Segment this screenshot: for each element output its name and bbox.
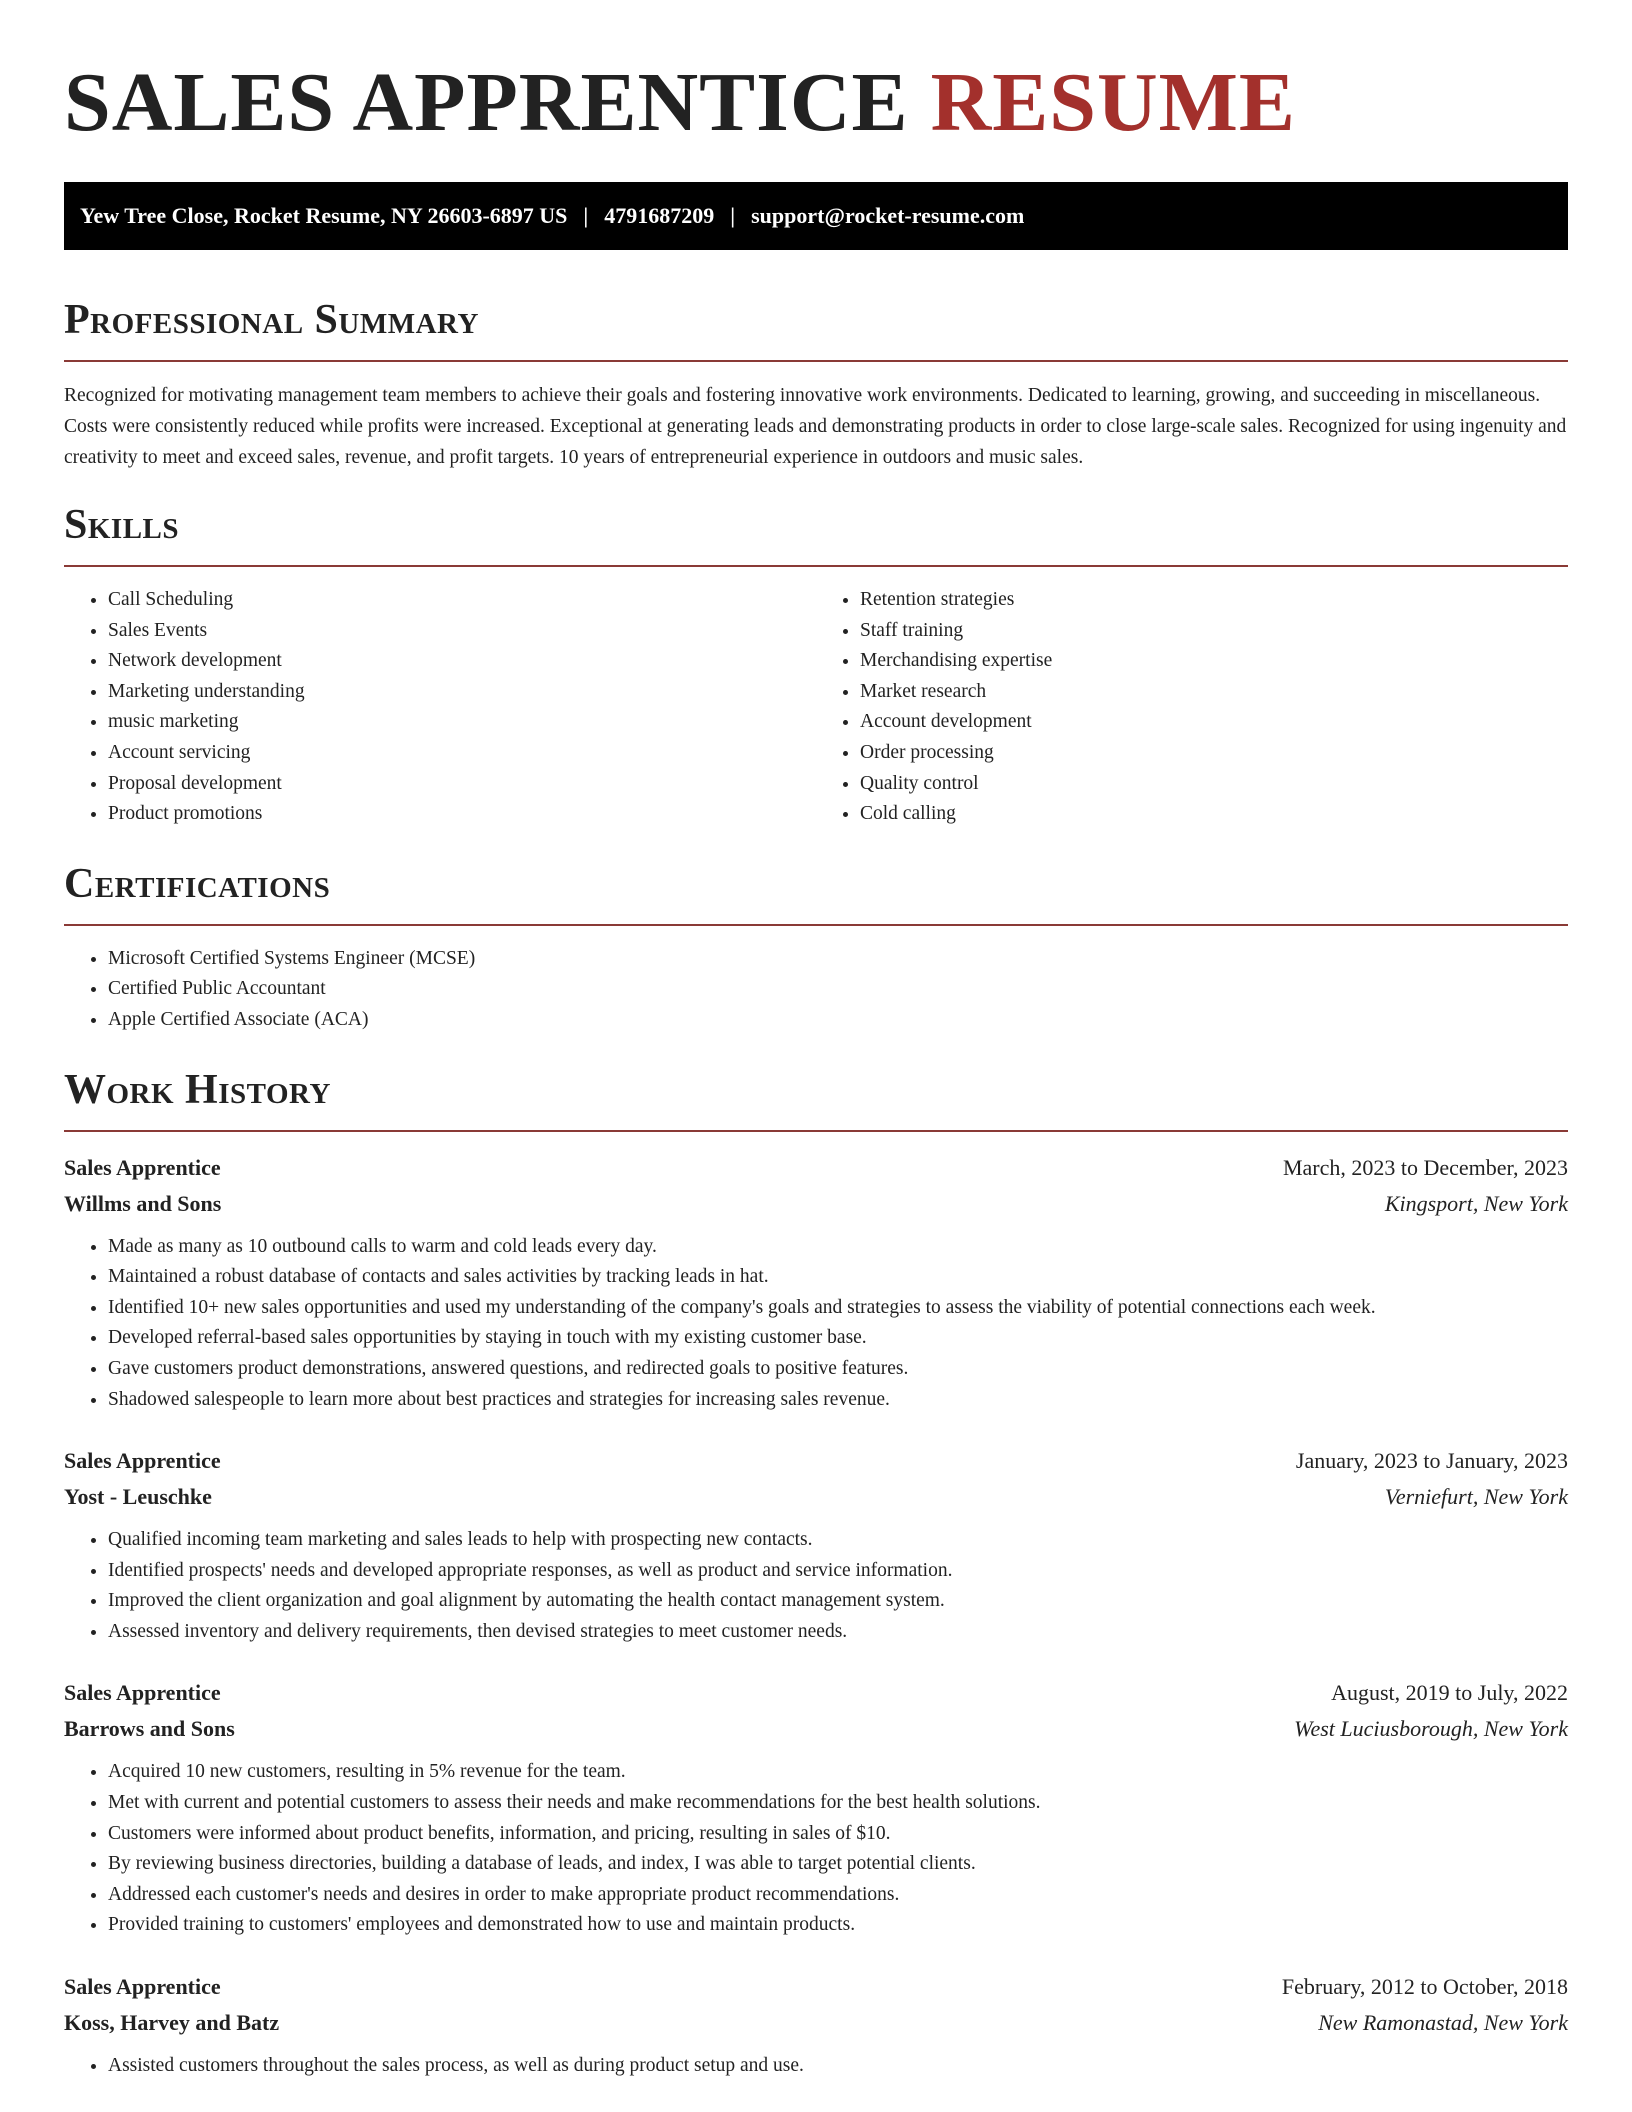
job-company: Yost - Leuschke bbox=[64, 1484, 212, 1510]
job-title: Sales Apprentice bbox=[64, 1448, 221, 1474]
list-item: • Identified prospects' needs and developed appropriate responses, as well as product and service information. bbox=[108, 1556, 1568, 1587]
job-dates: February, 2012 to October, 2018 bbox=[1281, 1974, 1568, 2000]
resume-title bbox=[64, 56, 1568, 150]
list-item: • Network development bbox=[108, 646, 816, 677]
job-company-row bbox=[64, 1711, 1568, 1747]
job-entry bbox=[64, 1675, 1568, 1941]
list-item: • Proposal development bbox=[108, 769, 816, 800]
list-item: • Improved the client organization and goal alignment by automating the health contact management system. bbox=[108, 1586, 1568, 1617]
summary-heading: Professional Summary bbox=[64, 297, 479, 343]
list-item: • music marketing bbox=[108, 707, 816, 738]
work-history-heading: Work History bbox=[64, 1066, 331, 1113]
list-item: • Provided training to customers' employees and demonstrated how to use and maintain products. bbox=[108, 1910, 1568, 1941]
list-item: • Call Scheduling bbox=[108, 585, 816, 616]
job-company: Koss, Harvey and Batz bbox=[64, 2010, 280, 2036]
contact-address: Yew Tree Close, Rocket Resume, NY 26603-6897 US bbox=[80, 203, 568, 228]
list-item: • Quality control bbox=[860, 769, 1568, 800]
contact-bar bbox=[64, 182, 1568, 250]
list-item: • Retention strategies bbox=[860, 585, 1568, 616]
job-list bbox=[64, 1150, 1568, 2082]
certifications-section bbox=[64, 860, 1568, 1036]
list-item: • Maintained a robust database of contacts and sales activities by tracking leads in hat. bbox=[108, 1262, 1568, 1293]
skills-columns bbox=[64, 585, 1568, 830]
section-divider bbox=[64, 1130, 1568, 1132]
skills-section bbox=[64, 501, 1568, 830]
list-item: • Apple Certified Associate (ACA) bbox=[108, 1005, 1568, 1036]
list-item: • Order processing bbox=[860, 738, 1568, 769]
section-divider bbox=[64, 565, 1568, 567]
list-item: • Gave customers product demonstrations, answered questions, and redirected goals to positive features. bbox=[108, 1354, 1568, 1385]
list-item: • Sales Events bbox=[108, 616, 816, 647]
list-item: • Cold calling bbox=[860, 799, 1568, 830]
list-item: • Microsoft Certified Systems Engineer (MCSE) bbox=[108, 944, 1568, 975]
job-company: Barrows and Sons bbox=[64, 1716, 235, 1742]
job-entry bbox=[64, 1150, 1568, 1416]
section-divider bbox=[64, 924, 1568, 926]
list-item: • Identified 10+ new sales opportunities and used my understanding of the company's goals and strategies to assess the viability of potential connections each week. bbox=[108, 1293, 1568, 1324]
job-title: Sales Apprentice bbox=[64, 1974, 221, 2000]
summary-text: Recognized for motivating management team members to achieve their goals and fostering innovative work environments. Dedicated to learning, growing, and succeeding in miscellaneous. Costs were consistently reduced while profits were increased. Exceptional at generating leads and demonstrating products in order to close large-scale sales. Recognized for using ingenuity and creativity to meet and exceed sales, revenue, and profit targets. 10 years of entrepreneurial experience in outdoors and music sales. bbox=[64, 385, 1567, 468]
certifications-heading: Certifications bbox=[64, 860, 331, 907]
job-header-row bbox=[64, 1150, 1568, 1186]
list-item: • Made as many as 10 outbound calls to warm and cold leads every day. bbox=[108, 1232, 1568, 1263]
job-dates: March, 2023 to December, 2023 bbox=[1282, 1154, 1568, 1180]
job-bullets bbox=[64, 2051, 1568, 2082]
list-item: • Qualified incoming team marketing and sales leads to help with prospecting new contacts. bbox=[108, 1525, 1568, 1556]
job-dates: August, 2019 to July, 2022 bbox=[1331, 1680, 1568, 1706]
skills-list-right bbox=[816, 585, 1568, 830]
job-dates: January, 2023 to January, 2023 bbox=[1295, 1448, 1568, 1474]
list-item: • Assisted customers throughout the sales process, as well as during product setup and use. bbox=[108, 2051, 1568, 2082]
job-location: Kingsport, New York bbox=[1384, 1190, 1568, 1216]
list-item: • Account servicing bbox=[108, 738, 816, 769]
skills-heading: Skills bbox=[64, 502, 180, 548]
section-divider bbox=[64, 360, 1568, 362]
list-item: • Product promotions bbox=[108, 799, 816, 830]
list-item: • By reviewing business directories, building a database of leads, and index, I was able to target potential clients. bbox=[108, 1849, 1568, 1880]
skills-list-left bbox=[64, 585, 816, 830]
job-company-row bbox=[64, 2005, 1568, 2041]
list-item: • Staff training bbox=[860, 616, 1568, 647]
job-location: New Ramonastad, New York bbox=[1318, 2010, 1568, 2036]
list-item: • Addressed each customer's needs and desires in order to make appropriate product recommendations. bbox=[108, 1880, 1568, 1911]
list-item: • Acquired 10 new customers, resulting in 5% revenue for the team. bbox=[108, 1757, 1568, 1788]
job-company-row bbox=[64, 1186, 1568, 1222]
job-company-row bbox=[64, 1479, 1568, 1515]
job-header-row bbox=[64, 1443, 1568, 1479]
job-entry bbox=[64, 1443, 1568, 1647]
list-item: • Marketing understanding bbox=[108, 677, 816, 708]
job-company: Willms and Sons bbox=[64, 1190, 222, 1216]
summary-section bbox=[64, 296, 1568, 473]
job-entry bbox=[64, 1969, 1568, 2082]
job-location: Verniefurt, New York bbox=[1384, 1484, 1568, 1510]
job-header-row bbox=[64, 1675, 1568, 1711]
contact-phone: 4791687209 bbox=[604, 203, 715, 228]
contact-separator: | bbox=[583, 203, 589, 228]
job-title: Sales Apprentice bbox=[64, 1680, 221, 1706]
title-main: SALES APPRENTICE bbox=[64, 56, 909, 149]
list-item: • Market research bbox=[860, 677, 1568, 708]
contact-email: support@rocket-resume.com bbox=[751, 203, 1025, 228]
list-item: • Account development bbox=[860, 707, 1568, 738]
job-bullets bbox=[64, 1757, 1568, 1941]
job-title: Sales Apprentice bbox=[64, 1154, 221, 1180]
list-item: • Developed referral-based sales opportunities by staying in touch with my existing customer base. bbox=[108, 1323, 1568, 1354]
list-item: • Assessed inventory and delivery requirements, then devised strategies to meet customer needs. bbox=[108, 1617, 1568, 1648]
list-item: • Certified Public Accountant bbox=[108, 974, 1568, 1005]
list-item: • Merchandising expertise bbox=[860, 646, 1568, 677]
job-bullets bbox=[64, 1525, 1568, 1647]
certifications-list bbox=[64, 944, 1568, 1036]
job-header-row bbox=[64, 1969, 1568, 2005]
list-item: • Customers were informed about product benefits, information, and pricing, resulting in sales of $10. bbox=[108, 1819, 1568, 1850]
list-item: • Shadowed salespeople to learn more about best practices and strategies for increasing sales revenue. bbox=[108, 1385, 1568, 1416]
contact-separator: | bbox=[730, 203, 736, 228]
job-bullets bbox=[64, 1232, 1568, 1416]
work-history-section bbox=[64, 1066, 1568, 2082]
resume-page bbox=[64, 0, 1568, 2082]
job-location: West Luciusborough, New York bbox=[1294, 1716, 1568, 1742]
title-accent: RESUME bbox=[930, 56, 1296, 149]
list-item: • Met with current and potential customers to assess their needs and make recommendations for the best health solutions. bbox=[108, 1788, 1568, 1819]
